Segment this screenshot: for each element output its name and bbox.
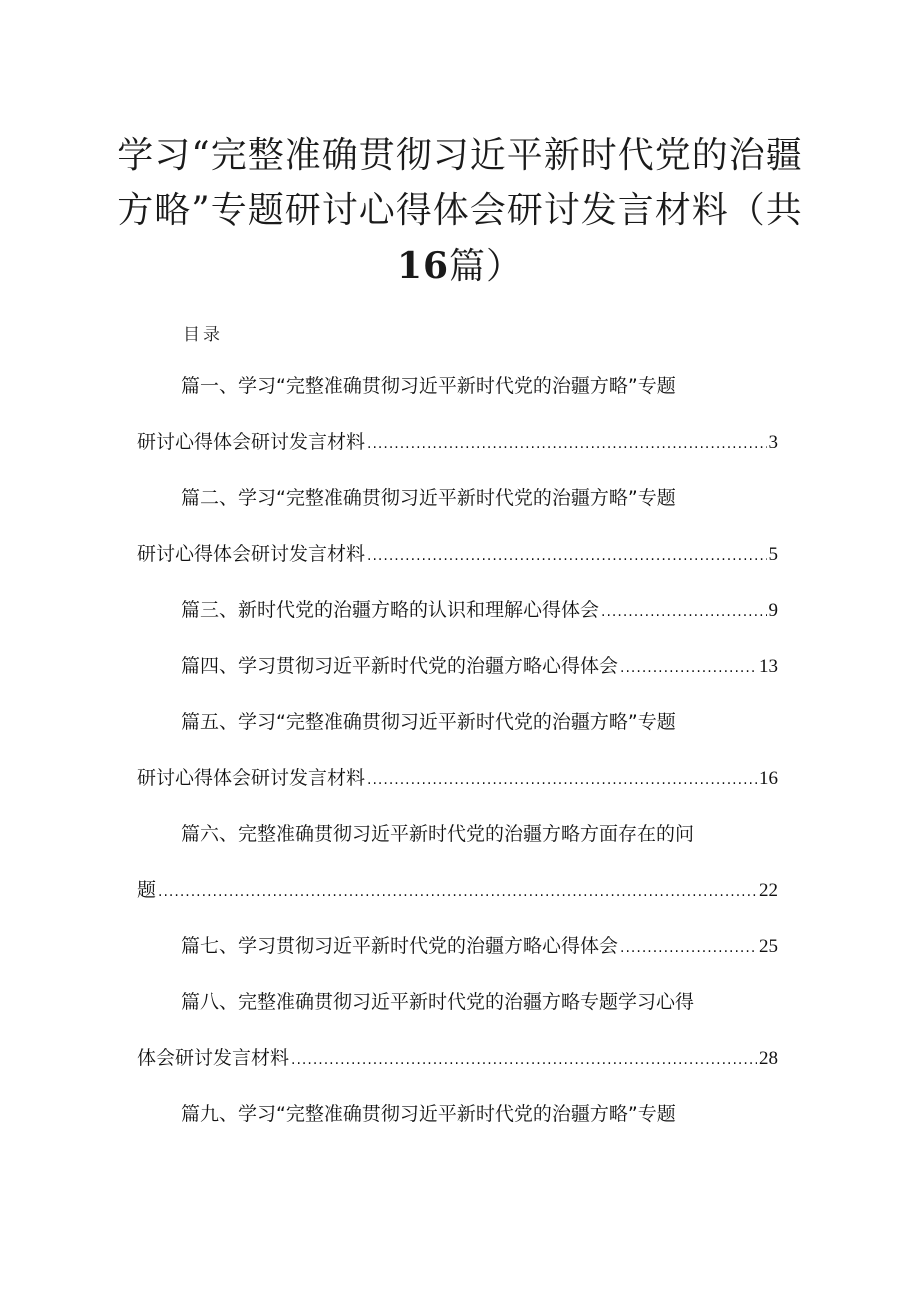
toc-entry-4[interactable]: [181, 652, 778, 682]
toc-entry-6-continuation[interactable]: [137, 876, 778, 906]
toc-entry-1-continuation[interactable]: [137, 428, 778, 458]
toc-entry-2-title[interactable]: 篇二、学习“完整准确贯彻习近平新时代党的治疆方略”专题: [181, 487, 676, 509]
toc-page-number: 16: [759, 768, 778, 789]
toc-entry-text: 研讨心得体会研讨发言材料: [137, 543, 366, 565]
toc-entry-5-title[interactable]: 篇五、学习“完整准确贯彻习近平新时代党的治疆方略”专题: [181, 711, 676, 733]
toc-entry-text: 体会研讨发言材料: [137, 1047, 290, 1069]
dot-leader: [367, 430, 766, 458]
toc-entry-3[interactable]: [181, 596, 778, 626]
dot-leader: [291, 1046, 757, 1074]
dot-leader: [620, 934, 757, 962]
toc-entry-text: 篇七、学习贯彻习近平新时代党的治疆方略心得体会: [181, 935, 619, 957]
toc-label: 目录: [183, 325, 223, 345]
toc-entry-8-title[interactable]: 篇八、完整准确贯彻习近平新时代党的治疆方略专题学习心得: [181, 991, 695, 1013]
toc-entry-6-title[interactable]: 篇六、完整准确贯彻习近平新时代党的治疆方略方面存在的问: [181, 823, 695, 845]
dot-leader: [158, 878, 757, 906]
toc-page-number: 25: [759, 936, 778, 957]
toc-page-number: 28: [759, 1048, 778, 1069]
dot-leader: [367, 542, 766, 570]
toc-page-number: 3: [768, 432, 778, 453]
document-title-line-2: 方略”专题研讨心得体会研讨发言材料（共: [117, 190, 803, 231]
toc-page-number: 13: [759, 656, 778, 677]
title-count-suffix: 篇）: [449, 246, 524, 287]
toc-entry-text: 研讨心得体会研讨发言材料: [137, 767, 366, 789]
toc-entry-5-continuation[interactable]: [137, 764, 778, 794]
dot-leader: [620, 654, 757, 682]
toc-entry-text: 题: [137, 879, 157, 901]
toc-page-number: 22: [759, 880, 778, 901]
toc-entry-2-continuation[interactable]: [137, 540, 778, 570]
document-title-line-1: 学习“完整准确贯彻习近平新时代党的治疆: [117, 135, 803, 176]
toc-entry-7[interactable]: [181, 932, 778, 962]
toc-entry-text: 研讨心得体会研讨发言材料: [137, 431, 366, 453]
toc-page-number: 9: [768, 600, 778, 621]
title-count: 16: [396, 245, 450, 287]
toc-entry-9-title[interactable]: 篇九、学习“完整准确贯彻习近平新时代党的治疆方略”专题: [181, 1103, 676, 1125]
dot-leader: [601, 598, 766, 626]
toc-entry-text: 篇四、学习贯彻习近平新时代党的治疆方略心得体会: [181, 655, 619, 677]
dot-leader: [367, 766, 757, 794]
toc-entry-8-continuation[interactable]: [137, 1044, 778, 1074]
document-title-line-3: [100, 238, 820, 295]
toc-page-number: 5: [768, 544, 778, 565]
toc-entry-1-title[interactable]: 篇一、学习“完整准确贯彻习近平新时代党的治疆方略”专题: [181, 375, 676, 397]
toc-entry-text: 篇三、新时代党的治疆方略的认识和理解心得体会: [181, 599, 600, 621]
